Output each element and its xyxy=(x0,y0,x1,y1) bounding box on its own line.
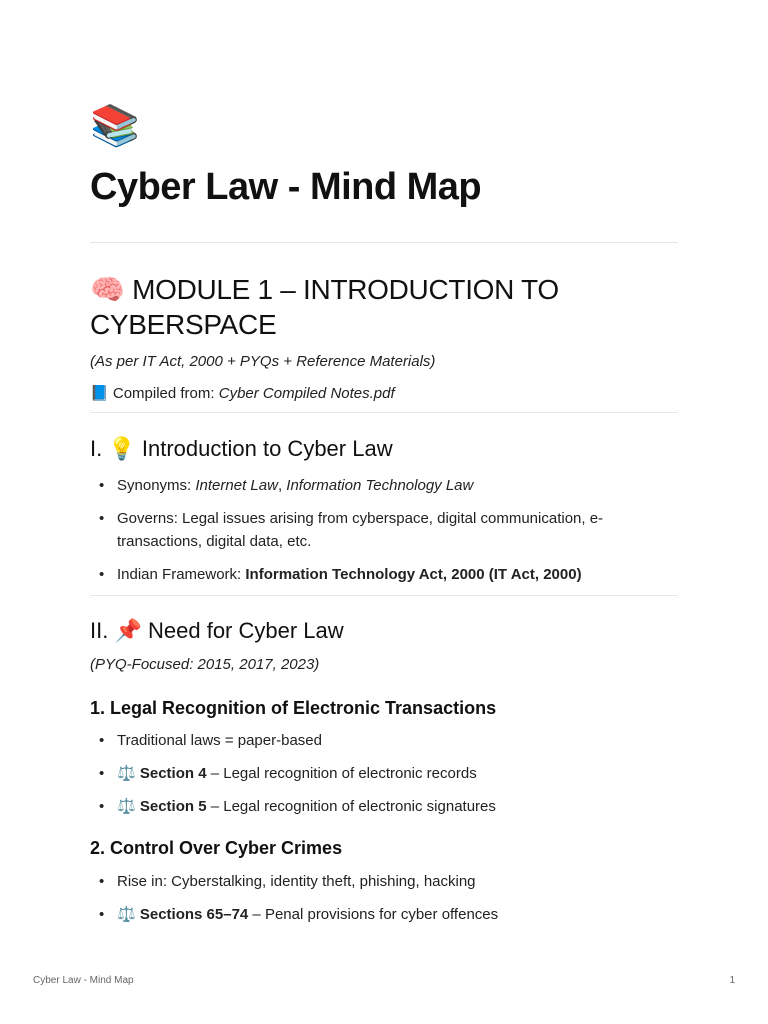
item-italic: Information Technology Law xyxy=(286,477,474,494)
page-number: 1 xyxy=(729,975,735,986)
module-subtitle: (As per IT Act, 2000 + PYQs + Reference Materials) xyxy=(90,353,436,370)
list-item xyxy=(90,903,650,926)
list-item xyxy=(90,474,650,497)
subsection2-list xyxy=(90,870,650,936)
compiled-file: Cyber Compiled Notes.pdf xyxy=(218,385,395,402)
list-item xyxy=(90,795,650,818)
pushpin-icon: 📌 xyxy=(114,619,142,644)
list-item: • Traditional laws = paper-based xyxy=(90,729,650,752)
item-bold: Section 4 xyxy=(139,765,207,782)
footer-title: Cyber Law - Mind Map xyxy=(33,975,134,986)
list-item: • Governs: Legal issues arising from cyberspace, digital communication, e-transactions, digital data, etc. xyxy=(90,507,650,553)
item-bold: Section 5 xyxy=(139,798,207,815)
brain-icon: 🧠 xyxy=(90,273,125,306)
section2-subtitle: (PYQ-Focused: 2015, 2017, 2023) xyxy=(90,656,320,673)
blue-book-icon: 📘 xyxy=(90,384,109,402)
scales-icon: ⚖️ xyxy=(117,764,136,782)
item-text: – Legal recognition of electronic records xyxy=(206,765,477,782)
list-item xyxy=(90,563,650,586)
item-text: – Legal recognition of electronic signatures xyxy=(206,798,496,815)
section1-heading-text: Introduction to Cyber Law xyxy=(141,436,393,461)
list-item: • Rise in: Cyberstalking, identity theft, phishing, hacking xyxy=(90,870,650,893)
module-heading-text: MODULE 1 – INTRODUCTION TO CYBERSPACE xyxy=(90,274,559,340)
compiled-prefix: Compiled from: xyxy=(112,385,219,402)
section2-heading-text: Need for Cyber Law xyxy=(148,618,344,643)
module-heading xyxy=(90,272,678,342)
books-icon: 📚 xyxy=(90,103,140,149)
item-italic: Internet Law xyxy=(195,477,278,494)
section1-numeral: I. xyxy=(90,436,103,461)
subsection1-heading: 1. Legal Recognition of Electronic Transactions xyxy=(90,698,497,718)
divider xyxy=(90,412,678,413)
section1-list xyxy=(90,474,650,596)
page-title: Cyber Law - Mind Map xyxy=(90,166,482,208)
scales-icon: ⚖️ xyxy=(117,905,136,923)
section2-heading xyxy=(90,617,344,646)
section2-numeral: II. xyxy=(90,618,109,643)
divider xyxy=(90,242,678,243)
compiled-from xyxy=(90,382,395,405)
scales-icon: ⚖️ xyxy=(117,797,136,815)
item-separator: , xyxy=(277,477,287,494)
divider xyxy=(90,595,678,596)
item-label: Synonyms: xyxy=(117,477,196,494)
item-bold: Sections 65–74 xyxy=(139,906,249,923)
subsection2-heading: 2. Control Over Cyber Crimes xyxy=(90,838,343,858)
lightbulb-icon: 💡 xyxy=(108,437,136,462)
section1-heading xyxy=(90,435,393,464)
subsection1-list xyxy=(90,729,650,828)
item-bold: Information Technology Act, 2000 (IT Act, 2000) xyxy=(245,566,582,583)
item-label: Indian Framework: xyxy=(117,566,246,583)
item-text: – Penal provisions for cyber offences xyxy=(248,906,499,923)
list-item xyxy=(90,762,650,785)
